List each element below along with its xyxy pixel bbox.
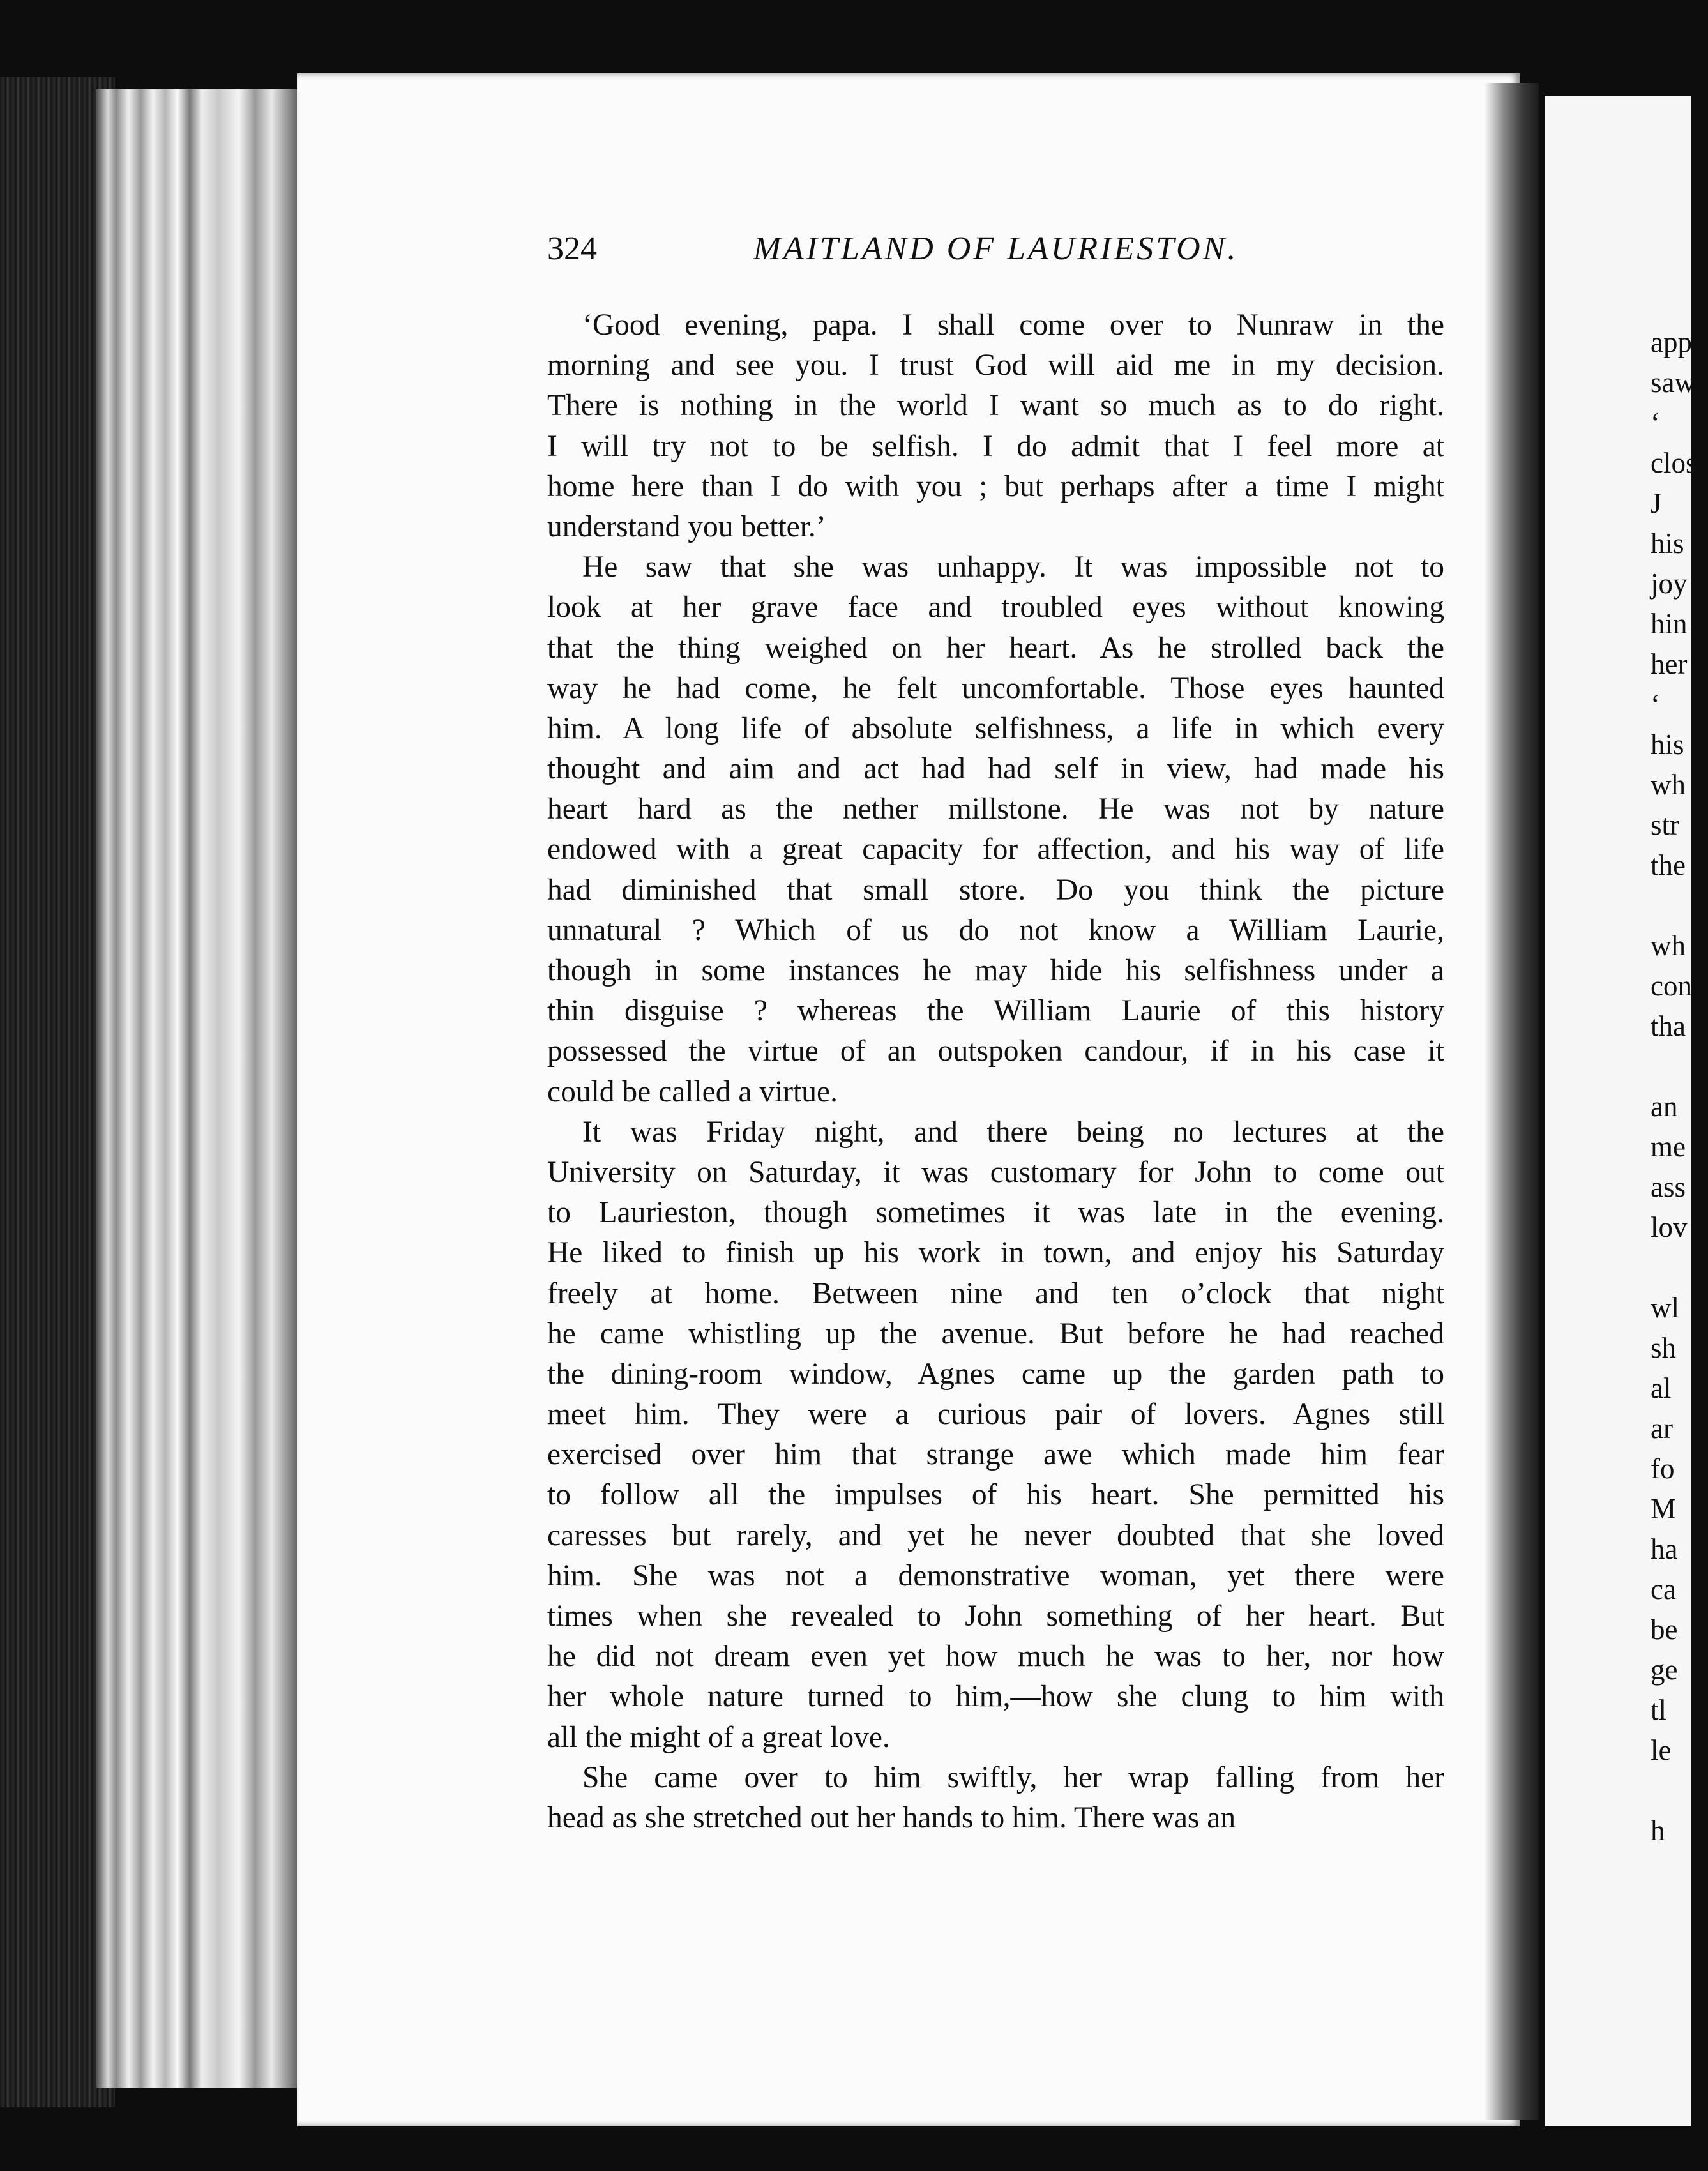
text-line: freely at home. Between nine and ten o’clock that night	[547, 1276, 1444, 1310]
facing-page-fragment: wh	[1651, 930, 1686, 962]
facing-page-fragment: lov	[1651, 1211, 1688, 1243]
running-title: MAITLAND OF LAURIESTON.	[753, 231, 1239, 267]
facing-page-fragment: clos	[1651, 447, 1697, 479]
facing-page-text	[1651, 322, 1708, 1851]
text-line: head as she stretched out her hands to him. There was an	[547, 1801, 1236, 1834]
text-line: endowed with a great capacity for affection, and his way of life	[547, 833, 1444, 866]
page-stack-edge	[96, 89, 300, 2088]
text-line: caresses but rarely, and yet he never doubted that she loved	[547, 1518, 1444, 1552]
text-line: thought and aim and act had had self in view, had made his	[547, 752, 1444, 786]
facing-page-fragment: ca	[1651, 1573, 1676, 1605]
text-line: to Laurieston, though sometimes it was late in the evening.	[547, 1196, 1444, 1230]
text-line: He liked to finish up his work in town, and enjoy his Saturday	[547, 1236, 1444, 1270]
facing-page-fragment	[1651, 1771, 1708, 1811]
facing-page-fragment: the	[1651, 849, 1686, 881]
text-line: morning and see you. I trust God will aid me in my decision.	[547, 349, 1444, 382]
text-line: her whole nature turned to him,—how she clung to him with	[547, 1680, 1444, 1714]
text-line: heart hard as the nether millstone. He was not by nature	[547, 792, 1444, 826]
text-line: times when she revealed to John something of her heart. But	[547, 1600, 1444, 1633]
text-line: he did not dream even yet how much he was to her, nor how	[547, 1640, 1444, 1674]
text-line: had diminished that small store. Do you think the picture	[547, 873, 1444, 907]
facing-page-fragment: app	[1651, 326, 1692, 358]
text-line: to follow all the impulses of his heart. She permitted his	[547, 1478, 1444, 1512]
facing-page-fragment: saw	[1651, 367, 1695, 398]
facing-page-fragment	[1651, 1047, 1708, 1087]
facing-page-fragment	[1651, 1248, 1708, 1288]
text-line: him. A long life of absolute selfishness, a life in which every	[547, 711, 1444, 745]
facing-page-fragment	[1651, 886, 1708, 926]
facing-page-fragment: fo	[1651, 1453, 1675, 1485]
text-line: him. She was not a demonstrative woman, yet there were	[547, 1559, 1444, 1592]
text-line: home here than I do with you ; but perhaps after a time I might	[547, 469, 1444, 503]
facing-page-fragment: joy	[1651, 568, 1688, 600]
facing-page-fragment: hin	[1651, 608, 1688, 640]
facing-page-fragment: her	[1651, 648, 1688, 680]
facing-page-fragment: wl	[1651, 1292, 1679, 1324]
facing-page-fragment: be	[1651, 1614, 1678, 1645]
facing-page-fragment: ha	[1651, 1533, 1678, 1565]
page-number: 324	[547, 231, 597, 267]
facing-page-fragment: ‘	[1651, 407, 1660, 439]
facing-page-fragment: ‘	[1651, 688, 1660, 720]
text-line: thin disguise ? whereas the William Laurie of this history	[547, 994, 1444, 1028]
facing-page-fragment: M	[1651, 1493, 1677, 1525]
text-line: He saw that she was unhappy. It was impossible not to	[582, 550, 1444, 584]
text-line: the dining-room window, Agnes came up the garden path to	[547, 1357, 1444, 1391]
text-line: though in some instances he may hide his selfishness under a	[547, 954, 1444, 987]
facing-page-fragment: le	[1651, 1734, 1672, 1766]
running-head	[547, 230, 1444, 275]
text-line: She came over to him swiftly, her wrap falling from her	[582, 1760, 1444, 1794]
text-line: meet him. They were a curious pair of lovers. Agnes still	[547, 1398, 1444, 1432]
facing-page-fragment: an	[1651, 1091, 1678, 1123]
facing-page-fragment: con	[1651, 970, 1692, 1002]
text-line: ‘Good evening, papa. I shall come over to Nunraw in the	[582, 308, 1444, 342]
facing-page-fragment: his	[1651, 729, 1684, 760]
facing-page-fragment: ass	[1651, 1171, 1686, 1203]
text-line: University on Saturday, it was customary for John to come out	[547, 1155, 1444, 1189]
text-line: I will try not to be selfish. I do admit that I feel more at	[547, 429, 1444, 463]
facing-page-fragment: tha	[1651, 1010, 1686, 1042]
facing-page-fragment: sh	[1651, 1332, 1677, 1364]
facing-page-fragment: his	[1651, 527, 1684, 559]
facing-page-fragment: ar	[1651, 1412, 1673, 1444]
text-line: It was Friday night, and there being no lectures at the	[582, 1115, 1444, 1149]
facing-page-fragment: al	[1651, 1372, 1672, 1404]
text-line: all the might of a great love.	[547, 1720, 890, 1754]
text-line: possessed the virtue of an outspoken candour, if in his case it	[547, 1034, 1444, 1068]
facing-page-fragment: ge	[1651, 1654, 1678, 1686]
facing-page-fragment: wh	[1651, 769, 1686, 801]
text-line: exercised over him that strange awe which made him fear	[547, 1438, 1444, 1472]
text-line: understand you better.’	[547, 510, 826, 543]
facing-page-fragment: J	[1651, 487, 1662, 519]
facing-page-fragment: h	[1651, 1815, 1665, 1847]
gutter-shadow	[1485, 83, 1539, 2120]
text-line: unnatural ? Which of us do not know a William Laurie,	[547, 913, 1444, 947]
text-line: could be called a virtue.	[547, 1075, 838, 1108]
text-line: way he had come, he felt uncomfortable. Those eyes haunted	[547, 671, 1444, 705]
facing-page-fragment: me	[1651, 1131, 1686, 1163]
text-line: he came whistling up the avenue. But before he had reached	[547, 1317, 1444, 1350]
text-line: that the thing weighed on her heart. As he strolled back the	[547, 631, 1444, 665]
text-line: look at her grave face and troubled eyes without knowing	[547, 591, 1444, 624]
facing-page-fragment: str	[1651, 809, 1679, 841]
facing-page-fragment: tl	[1651, 1694, 1667, 1726]
body-text	[547, 305, 1444, 1838]
text-line: There is nothing in the world I want so much as to do right.	[547, 389, 1444, 423]
